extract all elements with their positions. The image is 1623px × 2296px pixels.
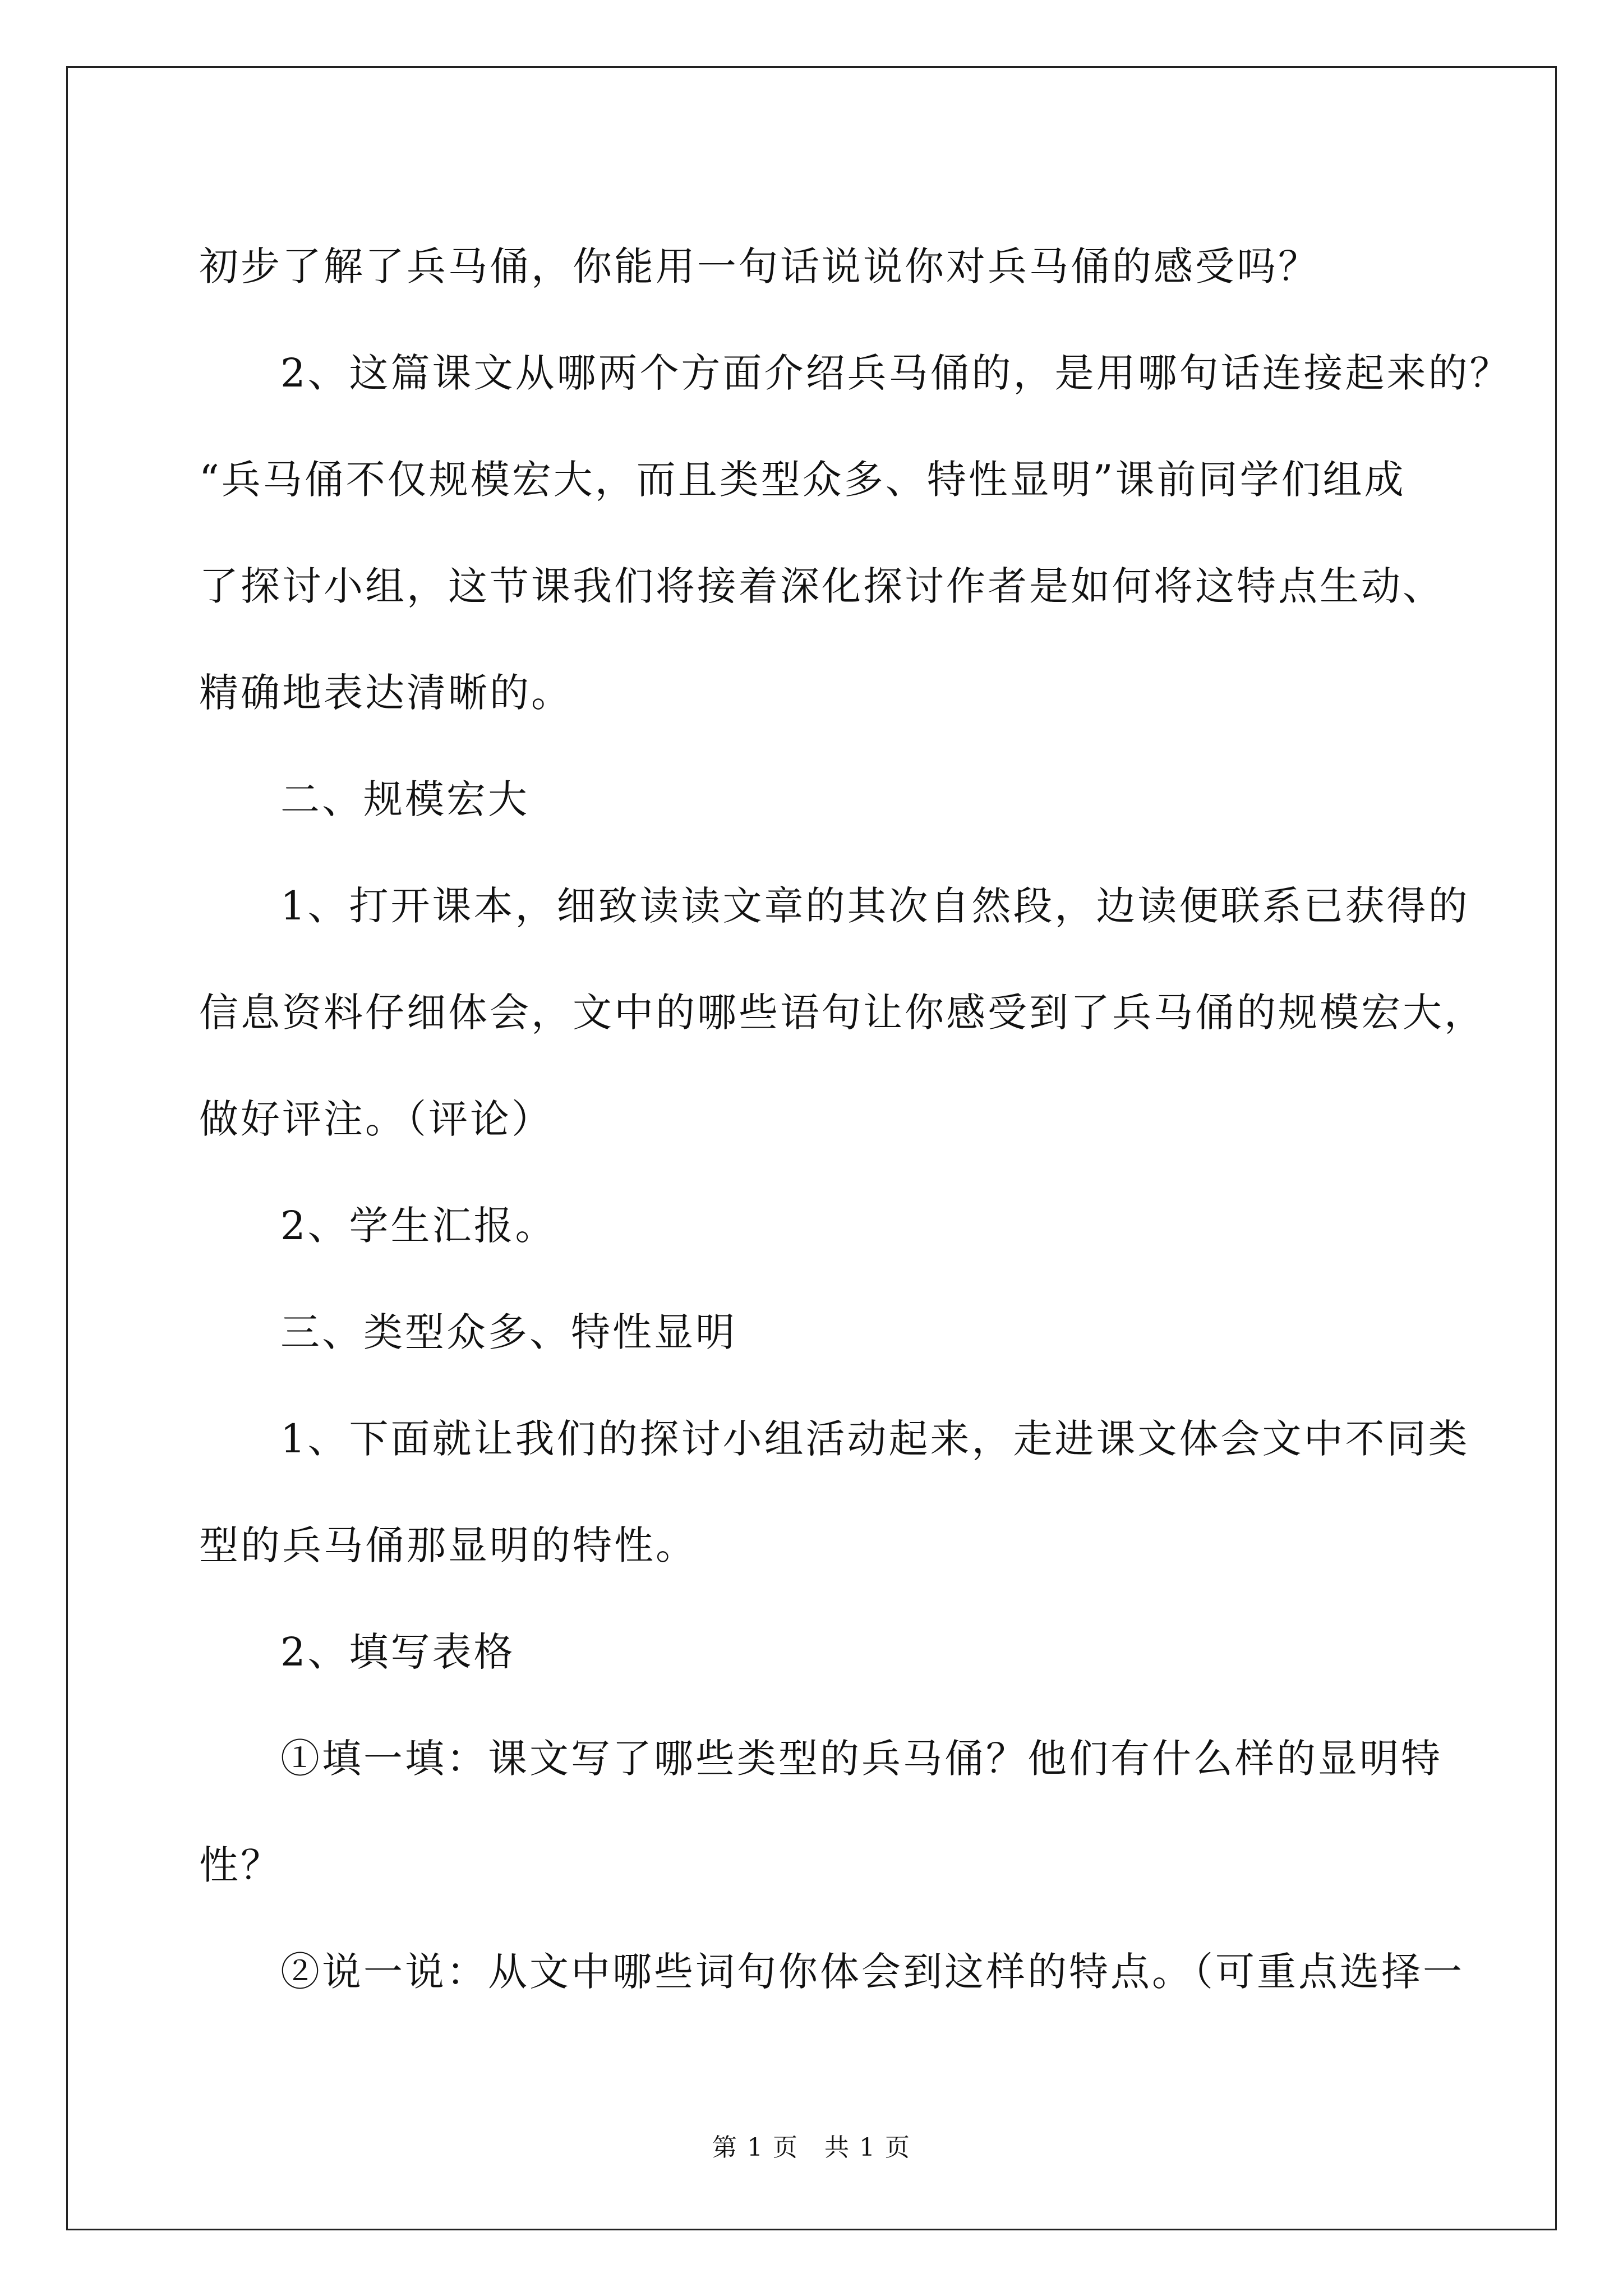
text-line: 2、学生汇报。: [280, 1203, 557, 1249]
section-heading: 二、规模宏大: [280, 776, 529, 822]
text-line: 2、这篇课文从哪两个方面介绍兵马俑的，是用哪句话连接起来的？: [280, 350, 1511, 396]
text-line: 性？: [199, 1842, 282, 1888]
text-line: 2、填写表格: [280, 1629, 515, 1675]
text-line: 了探讨小组，这节课我们将接着深化探讨作者是如何将这特点生动、: [199, 563, 1444, 609]
section-heading: 三、类型众多、特性显明: [280, 1309, 737, 1355]
text-line: 信息资料仔细体会，文中的哪些语句让你感受到了兵马俑的规模宏大，: [199, 990, 1486, 1036]
page-footer: 第 1 页 共 1 页: [712, 2133, 911, 2162]
text-line: 精确地表达清晰的。: [199, 670, 573, 716]
text-line: “兵马俑不仅规模宏大，而且类型众多、特性显明”课前同学们组成: [199, 457, 1406, 503]
text-line: ①填一填：课文写了哪些类型的兵马俑？他们有什么样的显明特: [280, 1736, 1442, 1782]
text-line: 型的兵马俑那显明的特性。: [199, 1522, 697, 1568]
text-line: 做好评注。（评论）: [199, 1096, 553, 1142]
text-line: ②说一说：从文中哪些词句你体会到这样的特点。（可重点选择一: [280, 1949, 1464, 1995]
text-line: 1、打开课本，细致读读文章的其次自然段，边读便联系已获得的: [280, 883, 1470, 929]
text-line: 初步了解了兵马俑，你能用一句话说说你对兵马俑的感受吗？: [199, 243, 1320, 289]
document-body: [199, 213, 1511, 2025]
text-line: 1、下面就让我们的探讨小组活动起来，走进课文体会文中不同类: [280, 1416, 1470, 1462]
